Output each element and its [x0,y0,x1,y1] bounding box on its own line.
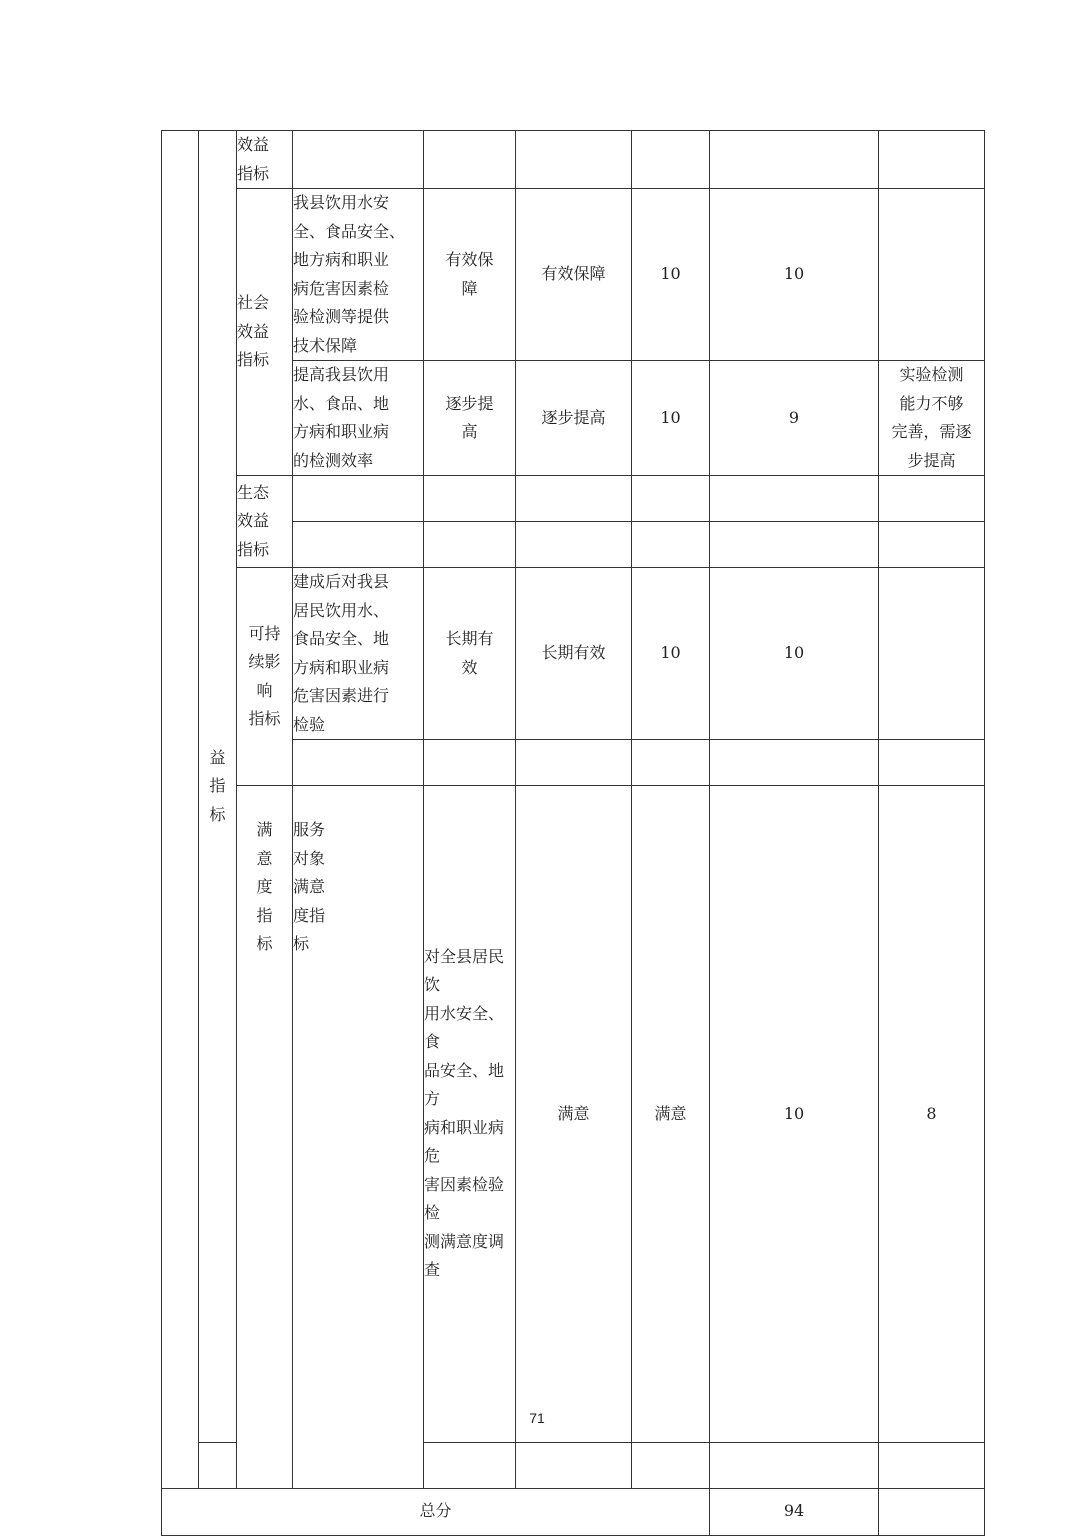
note-text: 实验检测 能力不够 完善，需逐 步提高 [891,365,972,470]
target-cell [424,568,516,740]
weight-cell [632,476,710,522]
score-value: 10 [783,643,805,663]
total-label-cell [162,1488,710,1535]
target-cell [424,361,516,476]
indicator-text: 对全县居民饮 用水安全、食 品安全、地方 病和职业病危 害因素检验检 测满意度调查 [424,946,505,1280]
indicator-text: 提高我县饮用 水、食品、地 方病和职业病 的检测效率 [293,365,390,470]
weight-cell [632,568,710,740]
indicator-cell [293,189,424,361]
target-value: 有效保 障 [445,250,494,298]
target-cell [424,1442,516,1488]
actual-value: 长期有效 [541,643,606,663]
actual-cell [516,361,632,476]
target-value: 长期有 效 [445,629,494,677]
table-row [162,786,985,1443]
actual-cell [516,740,632,786]
satisfaction-subcategory-label: 服务 对象 满意 度指 标 [293,820,326,953]
weight-cell [632,740,710,786]
weight-cell [632,522,710,568]
eco-subcategory-label: 生态 效益 指标 [237,482,270,559]
note-cell [879,361,985,476]
weight-cell [632,361,710,476]
score-cell [710,1442,879,1488]
weight-value: 10 [660,264,681,284]
target-cell [424,131,516,189]
score-cell [879,786,985,1443]
page-number: 71 [529,1410,545,1426]
benefit-category-cell [199,131,237,1443]
indicator-cell [293,476,424,522]
sustain-subcategory-label: 可持 续影 响 指标 [248,623,281,728]
target-cell [424,476,516,522]
score-cell [710,522,879,568]
score-cell [710,568,879,740]
eco-subcategory-cell [237,476,293,568]
table-row [162,568,985,740]
table-row [162,131,985,189]
score-cell [710,476,879,522]
actual-cell [516,189,632,361]
score-value: 9 [788,407,800,427]
social-subcategory-cell [237,189,293,476]
target-cell [424,522,516,568]
target-cell [424,189,516,361]
table-row [162,476,985,522]
note-cell [879,189,985,361]
indicator-cell [424,786,516,1443]
score-cell [710,361,879,476]
score-value: 8 [926,1103,937,1123]
score-cell [710,740,879,786]
note-cell [879,131,985,189]
satisfaction-subcategory-cell [293,786,424,1489]
actual-value: 满意 [654,1103,687,1123]
indicator-cell [293,131,424,189]
weight-value: 10 [783,1103,805,1123]
actual-value: 有效保障 [541,264,606,284]
weight-value: 10 [660,407,681,427]
indicator-cell [293,568,424,740]
weight-cell [632,189,710,361]
satisfaction-category-cell [237,786,293,1489]
indicator-text: 我县饮用水安 全、食品安全、 地方病和职业 病危害因素检 验检测等提供 技术保障 [293,193,406,355]
actual-cell [516,476,632,522]
weight-cell [632,1442,710,1488]
benefit-category-label: 益 指 标 [209,747,226,824]
total-label: 总分 [419,1501,452,1521]
indicator-text: 建成后对我县 居民饮用水、 食品安全、地 方病和职业病 危害因素进行 检验 [293,572,390,734]
social-subcategory-label: 社会 效益 指标 [237,293,270,370]
actual-value: 逐步提高 [541,407,606,427]
note-cell [879,740,985,786]
actual-cell [516,522,632,568]
actual-cell [632,786,710,1443]
score-value: 10 [783,264,805,284]
total-score: 94 [783,1501,805,1521]
actual-cell [516,131,632,189]
sustain-subcategory-cell [237,568,293,786]
target-value: 满意 [557,1103,590,1123]
weight-cell [632,131,710,189]
weight-value: 10 [660,643,681,663]
note-cell [879,1442,985,1488]
effect-subcategory-label: 效益 指标 [237,135,270,183]
target-cell [424,740,516,786]
score-cell [710,131,879,189]
indicator-cell [293,361,424,476]
actual-cell [516,568,632,740]
target-value: 逐步提 高 [445,393,494,441]
first-level-cell [162,131,199,1489]
effect-subcategory-cell [237,131,293,189]
weight-cell [710,786,879,1443]
note-cell [879,476,985,522]
total-note-cell [879,1488,985,1535]
satisfaction-category-label: 满 意 度 指 标 [256,820,273,953]
indicator-cell [199,1442,237,1488]
total-score-cell [710,1488,879,1535]
performance-evaluation-table [161,130,985,1536]
indicator-cell [293,522,424,568]
note-cell [879,522,985,568]
actual-cell [516,1442,632,1488]
total-row [162,1488,985,1535]
indicator-cell [293,740,424,786]
target-cell [516,786,632,1443]
note-cell [879,568,985,740]
score-cell [710,189,879,361]
table-row [162,189,985,361]
